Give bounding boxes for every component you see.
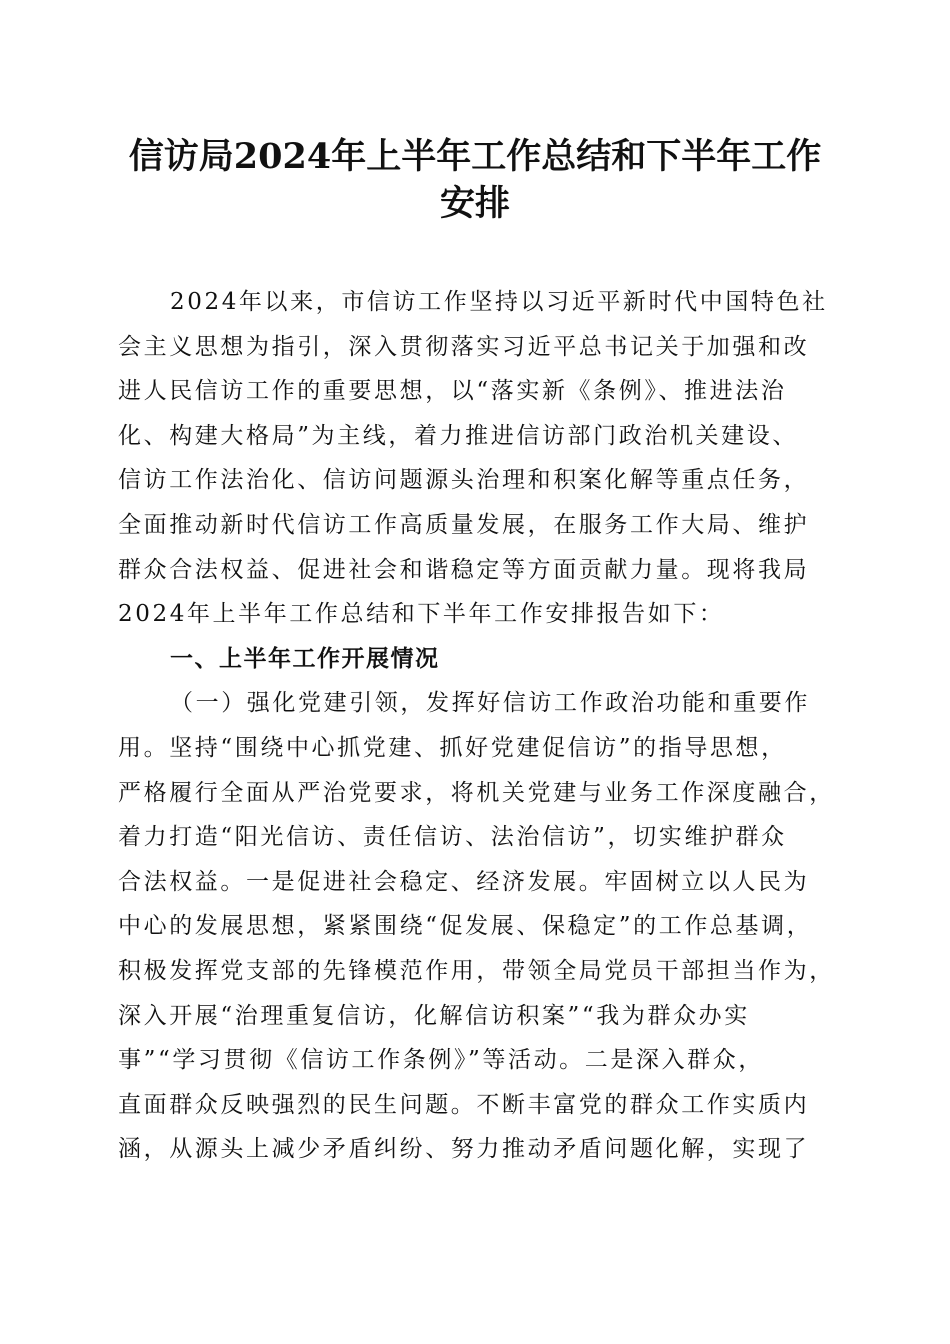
- document-body: [118, 280, 848, 1172]
- subsection-paragraph: [118, 681, 848, 1172]
- paragraph-line: 积极发挥党支部的先锋模范作用，带领全局党员干部担当作为，: [118, 957, 835, 984]
- document-title: [100, 133, 850, 227]
- paragraph-line: 事”“学习贯彻《信访工作条例》”等活动。二是深入群众，: [118, 1047, 764, 1074]
- paragraph-line: 进人民信访工作的重要思想，以“落实新《条例》、推进法治: [118, 378, 787, 405]
- paragraph-line: 直面群众反映强烈的民生问题。不断丰富党的群众工作实质内: [118, 1091, 810, 1118]
- paragraph-line: 严格履行全面从严治党要求，将机关党建与业务工作深度融合，: [118, 779, 835, 806]
- paragraph-line: 群众合法权益、促进社会和谐稳定等方面贡献力量。现将我局: [118, 556, 810, 583]
- paragraph-line: 深入开展“治理重复信访，化解信访积案”“我为群众办实: [118, 1002, 750, 1029]
- title-line: 信访局2024年上半年工作总结和下半年工作: [128, 136, 822, 177]
- paragraph-line: 中心的发展思想，紧紧围绕“促发展、保稳定”的工作总基调，: [118, 913, 813, 940]
- paragraph-line: 合法权益。一是促进社会稳定、经济发展。牢固树立以人民为: [118, 868, 810, 895]
- paragraph-line: 全面推动新时代信访工作高质量发展，在服务工作大局、维护: [118, 511, 810, 538]
- paragraph-line: 化、构建大格局”为主线，着力推进信访部门政治机关建设、: [118, 422, 798, 449]
- paragraph-line: 会主义思想为指引，深入贯彻落实习近平总书记关于加强和改: [118, 333, 810, 360]
- paragraph-line: 2024年上半年工作总结和下半年工作安排报告如下：: [118, 601, 725, 628]
- paragraph-line: 用。坚持“围绕中心抓党建、抓好党建促信访”的指导思想，: [118, 734, 787, 761]
- intro-paragraph: [118, 280, 848, 637]
- section-heading: 一、上半年工作开展情况: [170, 645, 440, 672]
- paragraph-line: 涵，从源头上减少矛盾纠纷、努力推动矛盾问题化解，实现了: [118, 1136, 810, 1163]
- paragraph-line: 2024年以来，市信访工作坚持以习近平新时代中国特色社: [170, 289, 828, 315]
- paragraph-line: 着力打造“阳光信访、责任信访、法治信访”，切实维护群众: [118, 824, 787, 851]
- title-line: 安排: [439, 183, 510, 224]
- paragraph-line: 信访工作法治化、信访问题源头治理和积案化解等重点任务，: [118, 467, 810, 494]
- paragraph-line: （一）强化党建引领，发挥好信访工作政治功能和重要作: [170, 690, 810, 717]
